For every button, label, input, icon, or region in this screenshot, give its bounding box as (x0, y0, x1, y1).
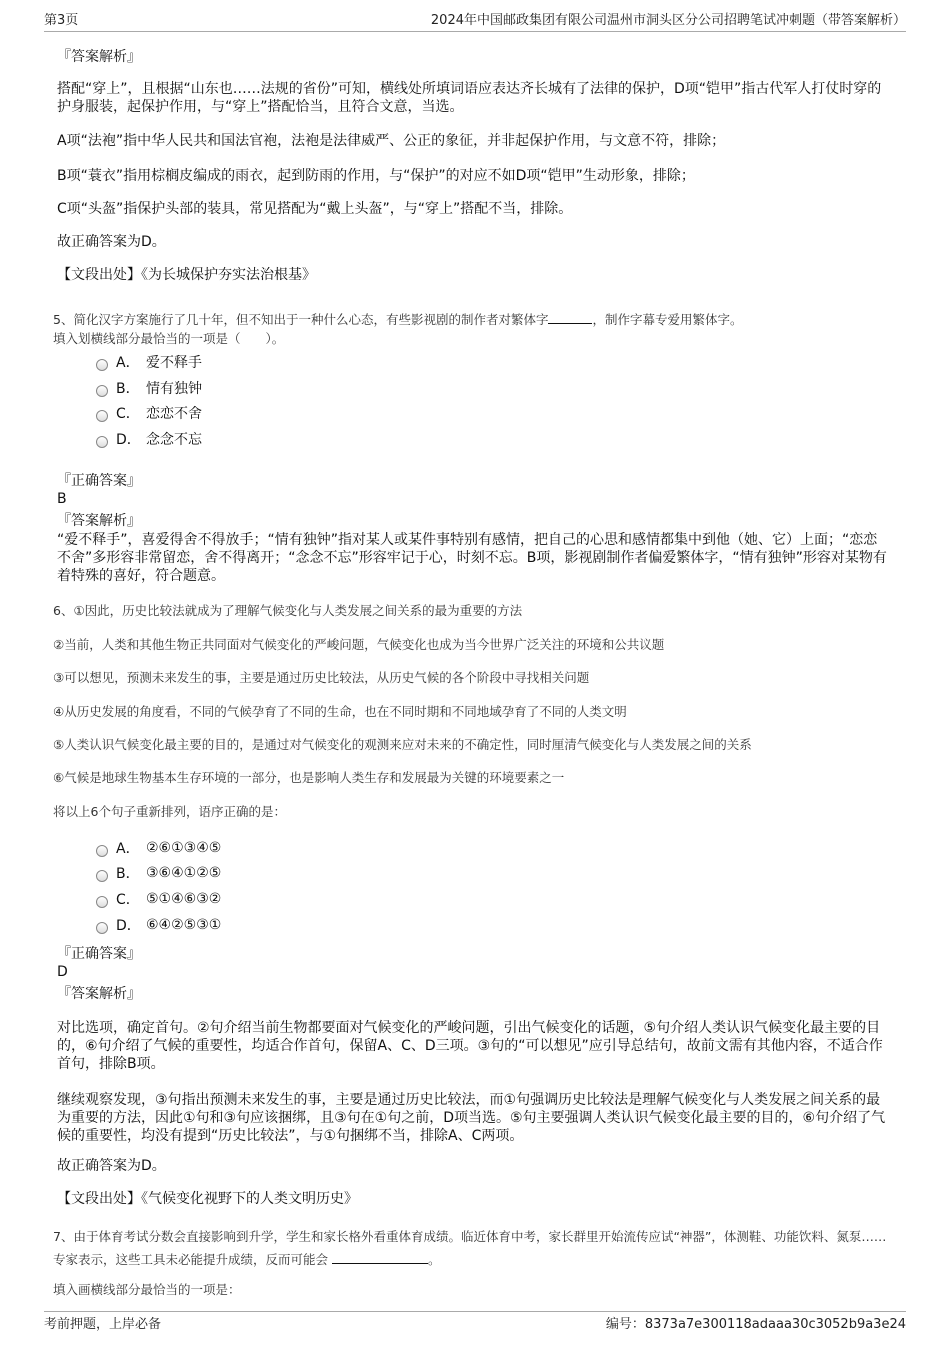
option-letter: D． (116, 918, 141, 934)
correct-answer: B (57, 491, 67, 507)
sentence-6: ⑥气候是地球生物基本生存环境的一部分，也是影响人类生存和发展最为关键的环境要素之一 (53, 770, 565, 785)
radio-button[interactable] (96, 922, 108, 934)
analysis-paragraph: 搭配“穿上”，且根据“山东也……法规的省份”可知，横线处所填词语应表达齐长城有了法律的保护，D项“铠甲”指古代军人打仗时穿的护身服装，起保护作用，与“穿上”搭配恰当，且符合文意，当选。 (57, 81, 882, 115)
option-text: ③⑥④①②⑤ (146, 865, 222, 881)
question-6-prompt: 将以上6个句子重新排列，语序正确的是： (53, 804, 286, 819)
option-b[interactable] (96, 378, 202, 398)
option-b[interactable] (96, 863, 221, 883)
radio-button[interactable] (96, 359, 108, 371)
option-letter: C． (116, 406, 140, 422)
option-letter: A． (116, 355, 140, 371)
option-text: 恋恋不舍 (146, 406, 202, 422)
answer-label: 『正确答案』 (57, 473, 141, 489)
conclusion: 故正确答案为D。 (57, 234, 166, 250)
radio-button[interactable] (96, 385, 108, 397)
footer-divider (44, 1311, 906, 1312)
question-5-stem: 5、简化汉字方案施行了几十年，但不知出于一种什么心态，有些影视剧的制作者对繁体字 ，制作字幕专爱用繁体字。 (53, 312, 743, 327)
sentence-3: ③可以想见，预测未来发生的事，主要是通过历史比较法，从历史气候的各个阶段中寻找相关问题 (53, 670, 590, 685)
radio-button[interactable] (96, 436, 108, 448)
sentence-4: ④从历史发展的角度看，不同的气候孕育了不同的生命，也在不同时期和不同地域孕育了不同的人类文明 (53, 704, 627, 719)
sentence-1: 6、①因此，历史比较法就成为了理解气候变化与人类发展之间关系的最为重要的方法 (53, 603, 523, 618)
option-a[interactable] (96, 838, 221, 858)
analysis-paragraph: B项“蓑衣”指用棕榈皮编成的雨衣，起到防雨的作用，与“保护”的对应不如D项“铠甲”生动形象，排除； (57, 168, 695, 184)
option-a[interactable] (96, 352, 202, 372)
question-7-stem: 7、由于体育考试分数会直接影响到升学，学生和家长格外看重体育成绩。临近体育中考，家长群里开始流传应试“神器”，体测鞋、功能饮料、氮泵……专家表示，这些工具未必能提升成绩，反而可能会 。 (53, 1229, 887, 1267)
option-text: ⑤①④⑥③② (146, 891, 222, 907)
radio-button[interactable] (96, 870, 108, 882)
option-text: ②⑥①③④⑤ (146, 840, 222, 856)
option-text: 情有独钟 (146, 381, 202, 397)
analysis-paragraph: 继续观察发现，③句指出预测未来发生的事，主要是通过历史比较法，而①句强调历史比较法是理解气候变化与人类发展之间关系的最为重要的方法，因此①句和③句应该捆绑，且③句在①句之前，D项当选。⑤句主要强调人类认识气候变化最主要的目的，⑥句介绍了气候的重要性，均没有提到“历史比较法”，与①句捆绑不当，排除A、C两项。 (57, 1092, 886, 1144)
analysis-paragraph: A项“法袍”指中华人民共和国法官袍，法袍是法律威严、公正的象征，并非起保护作用，与文意不符，排除； (57, 133, 726, 149)
option-letter: B． (116, 381, 140, 397)
option-d[interactable] (96, 429, 202, 449)
option-letter: A． (116, 841, 140, 857)
question-5-prompt: 填入划横线部分最恰当的一项是（ ）。 (53, 331, 285, 346)
radio-button[interactable] (96, 410, 108, 422)
conclusion: 故正确答案为D。 (57, 1158, 166, 1174)
correct-answer: D (57, 964, 68, 980)
question-7-prompt: 填入画横线部分最恰当的一项是： (53, 1282, 241, 1297)
source: 【文段出处】《为长城保护夯实法治根基》 (57, 267, 316, 283)
option-text: ⑥④②⑤③① (146, 917, 222, 933)
option-c[interactable] (96, 403, 202, 423)
option-text: 念念不忘 (146, 432, 202, 448)
option-letter: C． (116, 892, 140, 908)
header-divider (44, 31, 906, 32)
sentence-5: ⑤人类认识气候变化最主要的目的，是通过对气候变化的观测来应对未来的不确定性，同时厘清气候变化与人类发展之间的关系 (53, 737, 752, 752)
analysis-label: 『答案解析』 (57, 49, 141, 65)
analysis-label: 『答案解析』 (57, 986, 141, 1002)
radio-button[interactable] (96, 845, 108, 857)
sentence-2: ②当前，人类和其他生物正共同面对气候变化的严峻问题，气候变化也成为当今世界广泛关注的环境和公共议题 (53, 637, 665, 652)
option-d[interactable] (96, 915, 221, 935)
footer-slogan: 考前押题，上岸必备 (44, 1317, 162, 1332)
source: 【文段出处】《气候变化视野下的人类文明历史》 (57, 1191, 358, 1207)
answer-label: 『正确答案』 (57, 946, 141, 962)
analysis-paragraph: “爱不释手”，喜爱得舍不得放手；“情有独钟”指对某人或某件事特别有感情，把自己的心思和感情都集中到他（她、它）上面；“恋恋不舍”多形容非常留恋，舍不得离开；“念念不忘”形容牢记于心，时刻不忘。B项，影视剧制作者偏爱繁体字，“情有独钟”形容对某物有着特殊的喜好，符合题意。 (57, 532, 887, 584)
option-text: 爱不释手 (146, 355, 202, 371)
radio-button[interactable] (96, 896, 108, 908)
analysis-paragraph: 对比选项，确定首句。②句介绍当前生物都要面对气候变化的严峻问题，引出气候变化的话题，⑤句介绍人类认识气候变化最主要的目的，⑥句介绍了气候的重要性，均适合作首句，保留A、C、D三项。③句的“可以想见”应引导总结句，故前文需有其他内容，不适合作首句，排除B项。 (57, 1020, 883, 1072)
option-letter: B． (116, 866, 140, 882)
option-c[interactable] (96, 889, 221, 909)
analysis-paragraph: C项“头盔”指保护头部的装具，常见搭配为“戴上头盔”，与“穿上”搭配不当，排除。 (57, 201, 573, 217)
analysis-label: 『答案解析』 (57, 513, 141, 529)
page-number: 第3页 (44, 13, 79, 28)
option-letter: D． (116, 432, 141, 448)
document-title: 2024年中国邮政集团有限公司温州市洞头区分公司招聘笔试冲刺题（带答案解析） (430, 13, 906, 28)
document-id: 编号：8373a7e300118adaaa30c3052b9a3e24 (605, 1317, 906, 1332)
